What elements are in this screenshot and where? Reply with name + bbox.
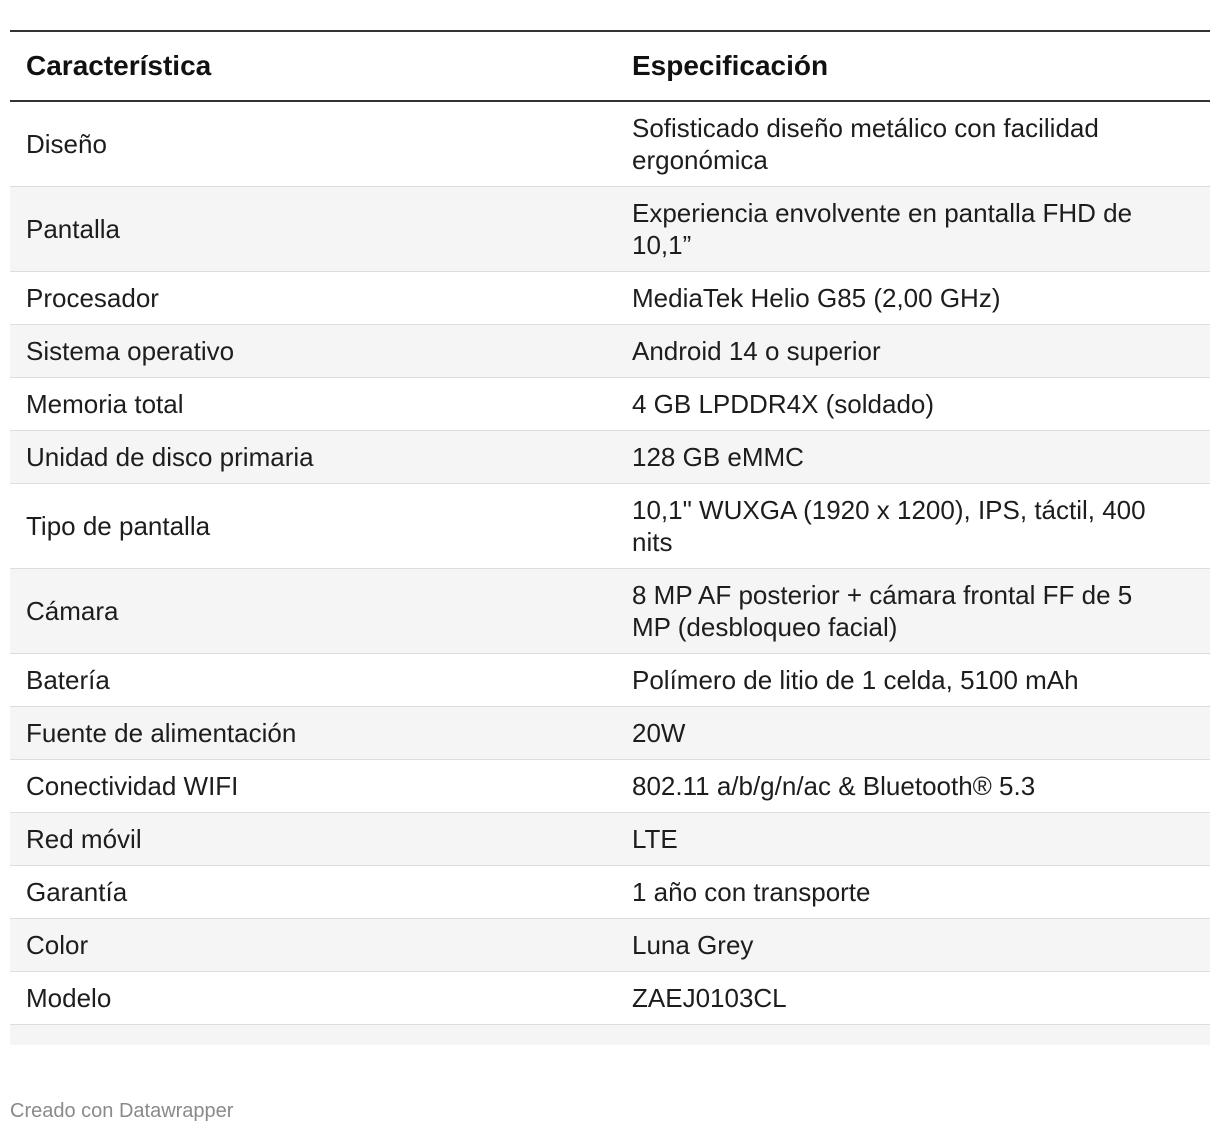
feature-cell: Sistema operativo (10, 324, 616, 377)
spec-cell: 128 GB eMMC (616, 430, 1210, 483)
spec-table-container (10, 30, 1210, 1045)
feature-cell: Diseño (10, 101, 616, 186)
feature-cell: Procesador (10, 271, 616, 324)
table-row (10, 812, 1210, 865)
feature-cell: Memoria total (10, 377, 616, 430)
feature-cell: Garantía (10, 865, 616, 918)
table-row (10, 483, 1210, 568)
table-row (10, 186, 1210, 271)
table-row (10, 101, 1210, 186)
feature-cell: Modelo (10, 971, 616, 1024)
feature-cell: Batería (10, 653, 616, 706)
feature-cell: Tipo de pantalla (10, 483, 616, 568)
table-row (10, 759, 1210, 812)
feature-cell: Cámara (10, 568, 616, 653)
feature-cell: Conectividad WIFI (10, 759, 616, 812)
table-row (10, 918, 1210, 971)
table-row (10, 971, 1210, 1024)
table-row (10, 271, 1210, 324)
table-row (10, 568, 1210, 653)
table-header (10, 31, 1210, 101)
feature-cell: Unidad de disco primaria (10, 430, 616, 483)
spec-table (10, 30, 1210, 1025)
spec-cell: Luna Grey (616, 918, 1210, 971)
table-row (10, 653, 1210, 706)
spec-cell: 8 MP AF posterior + cámara frontal FF de 5 MP (desbloqueo facial) (616, 568, 1210, 653)
datawrapper-credit[interactable]: Creado con Datawrapper (10, 1100, 234, 1122)
spec-cell: LTE (616, 812, 1210, 865)
spec-cell: 1 año con transporte (616, 865, 1210, 918)
feature-cell: Fuente de alimentación (10, 706, 616, 759)
spec-cell: 4 GB LPDDR4X (soldado) (616, 377, 1210, 430)
spec-cell: 802.11 a/b/g/n/ac & Bluetooth® 5.3 (616, 759, 1210, 812)
feature-cell: Color (10, 918, 616, 971)
spec-cell: ZAEJ0103CL (616, 971, 1210, 1024)
header-feature[interactable]: Característica (10, 31, 616, 101)
table-row (10, 324, 1210, 377)
table-row (10, 865, 1210, 918)
feature-cell: Pantalla (10, 186, 616, 271)
table-row (10, 706, 1210, 759)
feature-cell: Red móvil (10, 812, 616, 865)
spec-cell: Android 14 o superior (616, 324, 1210, 377)
spec-cell: 20W (616, 706, 1210, 759)
header-spec[interactable]: Especificación (616, 31, 1210, 101)
spec-cell: 10,1" WUXGA (1920 x 1200), IPS, táctil, 400 nits (616, 483, 1210, 568)
spec-cell: Sofisticado diseño metálico con facilidad ergonómica (616, 101, 1210, 186)
spec-cell: MediaTek Helio G85 (2,00 GHz) (616, 271, 1210, 324)
table-body (10, 101, 1210, 1024)
spec-cell: Experiencia envolvente en pantalla FHD de 10,1” (616, 186, 1210, 271)
spec-cell: Polímero de litio de 1 celda, 5100 mAh (616, 653, 1210, 706)
table-bottom-spacer (10, 1025, 1210, 1045)
table-row (10, 430, 1210, 483)
header-row (10, 31, 1210, 101)
table-row (10, 377, 1210, 430)
